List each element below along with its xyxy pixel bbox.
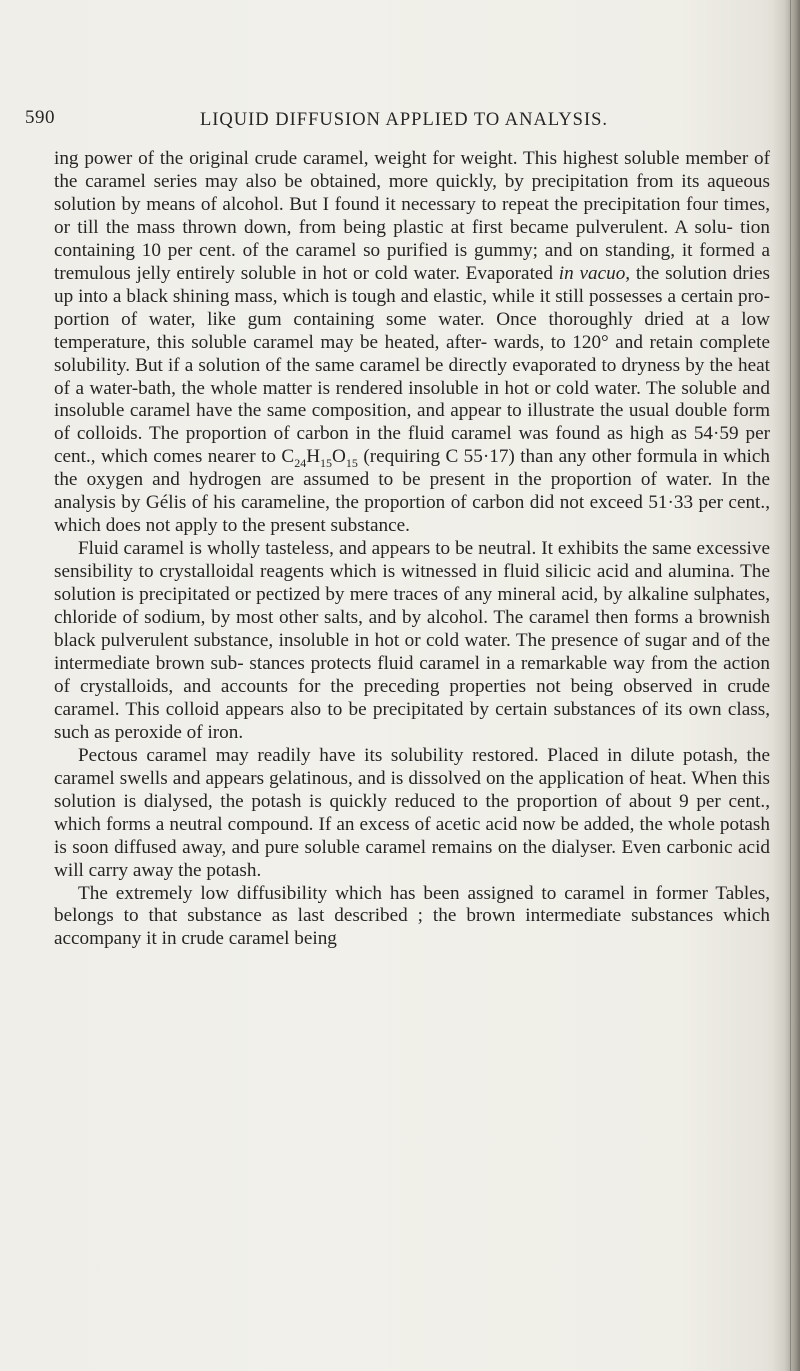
page-edge-shadow — [772, 0, 800, 1371]
italic-in-vacuo: in vacuo, — [558, 262, 631, 284]
paragraph-1-text-c: (requiring C 55·17) than any other formula in which the oxygen and hydrogen are assumed to be present in the proportion of water. In the analysis by Gélis of his carameline, the proportion of carbon did not exceed 51·33 per cent., which does not apply to the present substance. — [54, 446, 770, 537]
paragraph-2: Fluid caramel is wholly tasteless, and appears to be neutral. It exhibits the same excessive sensibility to crystalloidal reagents which is witnessed in fluid silicic acid and alumina. The solution is precipitated or pectized by mere traces of any mineral acid, by alkaline sulphates, chloride of sodium, by most other salts, and by alcohol. The caramel then forms a brownish black pulverulent substance, insoluble in hot or cold water. The presence of sugar and of the intermediate brown sub- stances protects fluid caramel in a remarkable way from the action of crystalloids, and accounts for the preceding properties not being observed in crude caramel. This colloid appears also to be precipitated by certain substances of its own class, such as peroxide of iron. — [54, 538, 770, 743]
paragraph-1 — [54, 148, 770, 538]
page-number: 590 — [25, 107, 55, 128]
running-head: LIQUID DIFFUSION APPLIED TO ANALYSIS. — [199, 110, 609, 130]
page-edge-line — [790, 0, 791, 1371]
paragraph-1-text-b: the solution dries up into a black shining mass, which is tough and elastic, while it still possesses a certain pro- portion of water, like gum containing some water. Once thoroughly dried at a low temperature, this soluble caramel may be heated, after- wards, to 120° and retain complete solubility. But if a solution of the same caramel be directly evaporated to dryness by the heat of a water-bath, the whole matter is rendered insoluble in hot or cold water. The soluble and insoluble caramel have the same composition, and appear to illustrate the usual double form of colloids. The proportion of carbon in the fluid caramel was found as high as 54·59 per cent., which comes nearer to — [54, 262, 770, 468]
paragraph-4: The extremely low diffusibility which has been assigned to caramel in former Tables, belongs to that substance as last described ; the brown intermediate substances which accompany it in crude caramel being — [54, 882, 770, 950]
body-text — [54, 148, 770, 951]
paragraph-3: Pectous caramel may readily have its solubility restored. Placed in dilute potash, the caramel swells and appears gelatinous, and is dissolved on the application of heat. When this solution is dialysed, the potash is quickly reduced to the proportion of about 9 per cent., which forms a neutral compound. If an excess of acetic acid now be added, the whole potash is soon diffused away, and pure soluble caramel remains on the dialyser. Even carbonic acid will carry away the potash. — [54, 744, 770, 881]
paragraph-1-text-a: ing power of the original crude caramel, weight for weight. This highest soluble member of the caramel series may also be obtained, more quickly, by precipitation from its aqueous solution by means of alcohol. But I found it necessary to repeat the precipitation four times, or till the mass thrown down, from being plastic at first became pulverulent. A solu- tion containing 10 per cent. of the caramel so purified is gummy; and on standing, it formed a tremulous jelly entirely soluble in hot or cold water. Evaporated — [54, 148, 770, 284]
chemical-formula: $C_{24}H_{15}O_{15}$ — [281, 446, 358, 471]
